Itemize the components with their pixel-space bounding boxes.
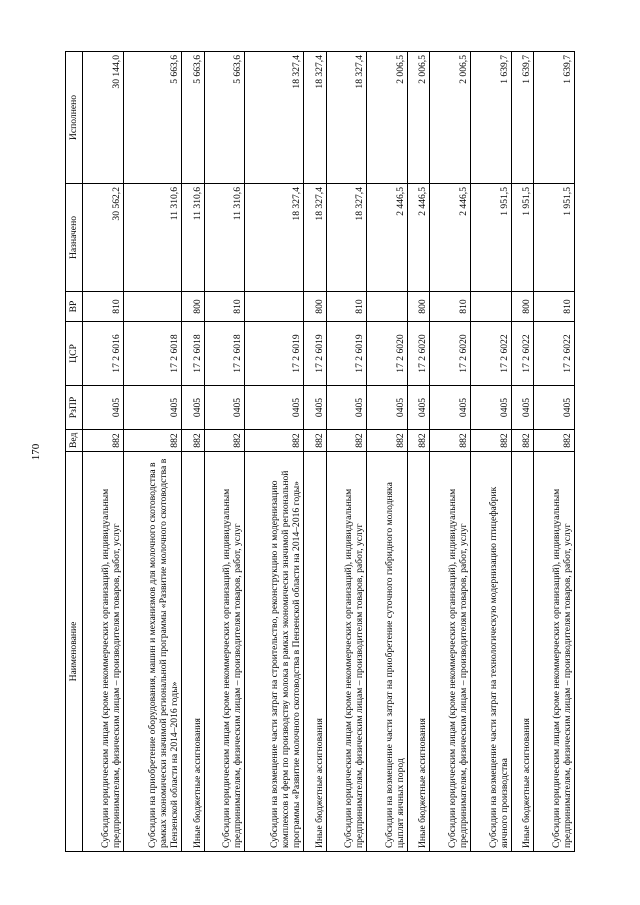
row-assigned: 2 446,5 <box>407 184 430 292</box>
table-header-row <box>66 52 83 852</box>
row-executed: 5 663,6 <box>204 52 245 184</box>
row-name: Иные бюджетные ассигнования <box>511 452 534 852</box>
row-ved: 882 <box>182 430 205 452</box>
header-rzpr: РзПР <box>66 386 83 430</box>
row-vr: 800 <box>511 292 534 322</box>
table-row <box>303 52 326 852</box>
row-csr: 17 2 6019 <box>326 322 367 386</box>
row-name: Субсидии на возмещение части затрат на технологическую модернизацию птицефабрик яичного производства <box>471 452 512 852</box>
row-assigned: 1 951,5 <box>534 184 575 292</box>
row-executed: 30 144,0 <box>83 52 124 184</box>
table-row <box>83 52 124 852</box>
row-vr: 810 <box>430 292 471 322</box>
table-row <box>367 52 408 852</box>
row-assigned: 18 327,4 <box>326 184 367 292</box>
row-csr: 17 2 6019 <box>245 322 303 386</box>
row-rzpr: 0405 <box>534 386 575 430</box>
row-csr: 17 2 6016 <box>83 322 124 386</box>
row-name: Субсидии на возмещение части затрат на приобретение суточного гибридного молодняка цыплят яичных пород <box>367 452 408 852</box>
row-vr: 800 <box>303 292 326 322</box>
row-vr <box>471 292 512 322</box>
row-executed: 18 327,4 <box>303 52 326 184</box>
page-number: 170 <box>30 443 42 461</box>
table-row <box>123 52 181 852</box>
row-rzpr: 0405 <box>204 386 245 430</box>
row-ved: 882 <box>123 430 181 452</box>
row-vr: 810 <box>83 292 124 322</box>
row-name: Иные бюджетные ассигнования <box>182 452 205 852</box>
row-rzpr: 0405 <box>83 386 124 430</box>
header-name: Наименование <box>66 452 83 852</box>
row-name: Субсидии юридическим лицам (кроме некоммерческих организаций), индивидуальным предпринимателям, физическим лицам – производителям товаров, работ, услуг <box>204 452 245 852</box>
row-csr: 17 2 6018 <box>123 322 181 386</box>
row-executed: 5 663,6 <box>182 52 205 184</box>
row-csr: 17 2 6020 <box>407 322 430 386</box>
row-executed: 2 006,5 <box>430 52 471 184</box>
row-executed: 2 006,5 <box>407 52 430 184</box>
row-name: Субсидии юридическим лицам (кроме некоммерческих организаций), индивидуальным предпринимателям, физическим лицам – производителям товаров, работ, услуг <box>326 452 367 852</box>
budget-table <box>65 51 575 852</box>
row-name: Субсидии юридическим лицам (кроме некоммерческих организаций), индивидуальным предпринимателям, физическим лицам – производителям товаров, работ, услуг <box>534 452 575 852</box>
row-ved: 882 <box>245 430 303 452</box>
budget-table-container <box>65 52 575 852</box>
row-ved: 882 <box>511 430 534 452</box>
row-vr: 800 <box>182 292 205 322</box>
row-rzpr: 0405 <box>471 386 512 430</box>
row-assigned: 18 327,4 <box>245 184 303 292</box>
row-rzpr: 0405 <box>367 386 408 430</box>
row-name: Субсидии на возмещение части затрат на строительство, реконструкцию и модернизацию комплексов и ферм по производству молока в рамках экономически значимой региональной программы «Развитие молочного скотоводства в Пензенской области на 2014–2016 годы» <box>245 452 303 852</box>
table-body <box>83 52 575 852</box>
table-row <box>204 52 245 852</box>
row-ved: 882 <box>471 430 512 452</box>
table-row <box>430 52 471 852</box>
row-vr <box>123 292 181 322</box>
row-csr: 17 2 6022 <box>471 322 512 386</box>
row-name: Субсидии юридическим лицам (кроме некоммерческих организаций), индивидуальным предпринимателям, физическим лицам – производителям товаров, работ, услуг <box>83 452 124 852</box>
header-executed: Исполнено <box>66 52 83 184</box>
row-assigned: 18 327,4 <box>303 184 326 292</box>
row-assigned: 11 310,6 <box>123 184 181 292</box>
table-row <box>182 52 205 852</box>
row-vr: 810 <box>534 292 575 322</box>
row-ved: 882 <box>326 430 367 452</box>
row-vr: 810 <box>204 292 245 322</box>
row-executed: 5 663,6 <box>123 52 181 184</box>
header-ved: Вед <box>66 430 83 452</box>
row-executed: 18 327,4 <box>326 52 367 184</box>
row-executed: 2 006,5 <box>367 52 408 184</box>
row-ved: 882 <box>534 430 575 452</box>
table-row <box>511 52 534 852</box>
row-csr: 17 2 6018 <box>182 322 205 386</box>
row-executed: 1 639,7 <box>511 52 534 184</box>
row-name: Субсидии юридическим лицам (кроме некоммерческих организаций), индивидуальным предпринимателям, физическим лицам – производителям товаров, работ, услуг <box>430 452 471 852</box>
row-assigned: 2 446,5 <box>430 184 471 292</box>
table-row <box>534 52 575 852</box>
row-rzpr: 0405 <box>430 386 471 430</box>
row-assigned: 2 446,5 <box>367 184 408 292</box>
row-executed: 1 639,7 <box>534 52 575 184</box>
row-rzpr: 0405 <box>182 386 205 430</box>
table-row <box>245 52 303 852</box>
row-name: Иные бюджетные ассигнования <box>303 452 326 852</box>
table-row <box>471 52 512 852</box>
row-assigned: 11 310,6 <box>204 184 245 292</box>
row-assigned: 1 951,5 <box>471 184 512 292</box>
row-ved: 882 <box>204 430 245 452</box>
row-ved: 882 <box>303 430 326 452</box>
row-name: Иные бюджетные ассигнования <box>407 452 430 852</box>
row-csr: 17 2 6019 <box>303 322 326 386</box>
row-rzpr: 0405 <box>123 386 181 430</box>
row-executed: 1 639,7 <box>471 52 512 184</box>
row-name: Субсидии на приобретение оборудования, машин и механизмов для молочного скотоводства в рамках экономически значимой региональной программы «Развитие молочного скотоводства в Пензенской области на 2014–2016 годы» <box>123 452 181 852</box>
row-rzpr: 0405 <box>303 386 326 430</box>
row-vr: 800 <box>407 292 430 322</box>
row-vr <box>367 292 408 322</box>
header-csr: ЦСР <box>66 322 83 386</box>
row-rzpr: 0405 <box>326 386 367 430</box>
row-assigned: 11 310,6 <box>182 184 205 292</box>
row-assigned: 30 562,2 <box>83 184 124 292</box>
header-vr: ВР <box>66 292 83 322</box>
row-ved: 882 <box>407 430 430 452</box>
row-csr: 17 2 6022 <box>511 322 534 386</box>
row-csr: 17 2 6020 <box>430 322 471 386</box>
row-csr: 17 2 6018 <box>204 322 245 386</box>
row-vr <box>245 292 303 322</box>
header-assigned: Назначено <box>66 184 83 292</box>
row-vr: 810 <box>326 292 367 322</box>
row-csr: 17 2 6022 <box>534 322 575 386</box>
row-rzpr: 0405 <box>511 386 534 430</box>
row-executed: 18 327,4 <box>245 52 303 184</box>
table-row <box>326 52 367 852</box>
row-ved: 882 <box>430 430 471 452</box>
row-csr: 17 2 6020 <box>367 322 408 386</box>
row-ved: 882 <box>367 430 408 452</box>
row-ved: 882 <box>83 430 124 452</box>
row-rzpr: 0405 <box>407 386 430 430</box>
row-rzpr: 0405 <box>245 386 303 430</box>
table-row <box>407 52 430 852</box>
row-assigned: 1 951,5 <box>511 184 534 292</box>
